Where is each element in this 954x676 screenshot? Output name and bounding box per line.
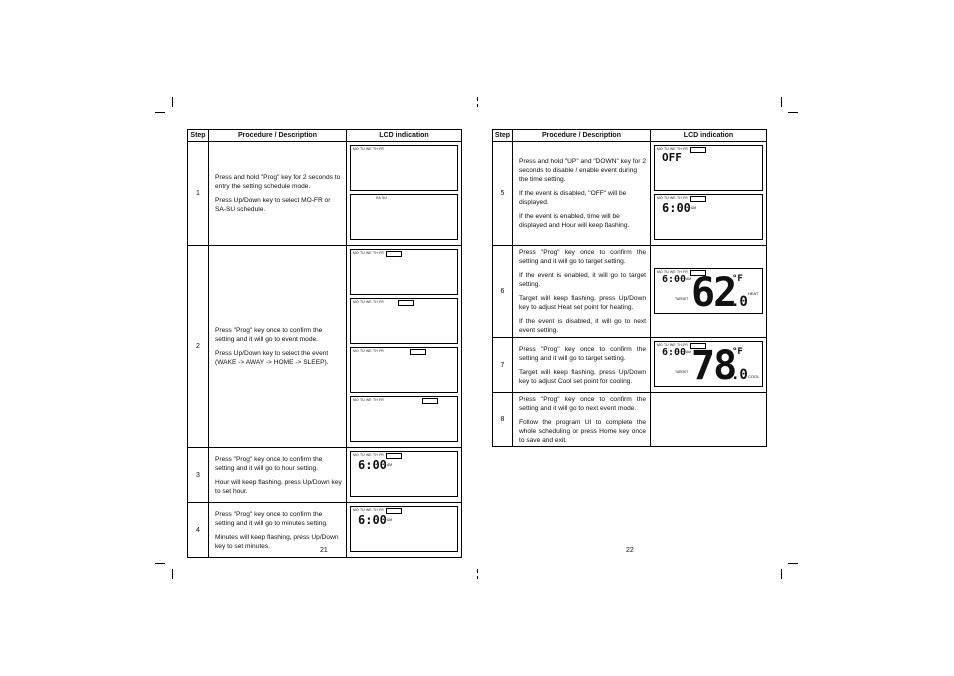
event-indicator bbox=[386, 453, 402, 459]
table-header-row bbox=[493, 130, 767, 142]
step-number: 5 bbox=[493, 142, 513, 246]
lcd-display bbox=[350, 347, 458, 393]
description-line: Target will keep flashing, press Up/Down key to adjust Cool set point for cooling. bbox=[519, 368, 646, 385]
description-line: If the event is disabled, it will go to next event setting. bbox=[519, 318, 646, 334]
lcd-temperature-decimal: .0 bbox=[731, 367, 748, 383]
lcd-degree-unit: °F bbox=[732, 273, 743, 284]
crop-mark bbox=[788, 563, 798, 564]
lcd-time: 6:00 bbox=[358, 458, 387, 472]
description-line: Press "Prog" key once to confirm the setting and it will go to target setting. bbox=[519, 249, 646, 265]
page-number: 22 bbox=[626, 547, 634, 554]
lcd-indication bbox=[651, 142, 767, 246]
lcd-indication bbox=[651, 246, 767, 338]
lcd-days: MO TU WE TH FR bbox=[353, 251, 384, 255]
description-line: Follow the program UI to complete the whole scheduling or press Home key once to save and exit. bbox=[519, 418, 646, 444]
description-line: Press "Prog" key once to confirm the setting and it will go to target setting. bbox=[519, 345, 646, 362]
lcd-am: AM bbox=[686, 350, 692, 354]
step-number: 1 bbox=[188, 142, 209, 246]
lcd-days: MO TU WE TH FR bbox=[353, 453, 384, 457]
lcd-time: 6:00 bbox=[662, 201, 691, 215]
step-number: 8 bbox=[493, 393, 513, 447]
lcd-mode: HEAT bbox=[748, 290, 759, 296]
lcd-display bbox=[350, 145, 458, 191]
event-indicator bbox=[386, 251, 402, 257]
lcd-time: 6:00 bbox=[662, 347, 687, 358]
crop-mark bbox=[781, 569, 782, 579]
table-row bbox=[188, 142, 462, 246]
lcd-indication bbox=[347, 503, 462, 558]
lcd-time: 6:00 bbox=[662, 273, 687, 285]
lcd-display bbox=[350, 396, 458, 442]
lcd-display bbox=[654, 341, 763, 387]
description-line: Press Up/Down key to select the event (WAKE -> AWAY -> HOME -> SLEEP). bbox=[215, 350, 329, 366]
lcd-indication bbox=[651, 338, 767, 393]
step-description bbox=[513, 393, 651, 447]
table-header-row bbox=[188, 130, 462, 142]
crop-mark bbox=[477, 576, 478, 579]
page-number: 21 bbox=[320, 547, 328, 554]
table-row bbox=[493, 338, 767, 393]
lcd-display bbox=[654, 145, 763, 191]
crop-mark bbox=[477, 97, 478, 101]
lcd-degree-unit: °F bbox=[732, 347, 743, 357]
table-row bbox=[493, 393, 767, 447]
step-description bbox=[513, 142, 651, 246]
lcd-days: MO TU WE TH FR bbox=[657, 343, 688, 347]
step-description bbox=[209, 246, 347, 448]
crop-mark bbox=[781, 97, 782, 107]
description-line: Minutes will keep flashing, press Up/Down key to set minutes. bbox=[215, 533, 339, 550]
description-line: Target will keep flashing, press Up/Down key to adjust Heat set point for heating. bbox=[519, 295, 646, 311]
lcd-time: 6:00 bbox=[358, 513, 387, 527]
lcd-days: MO TU WE TH FR bbox=[353, 147, 384, 151]
lcd-days: MO TU WE TH FR bbox=[353, 398, 384, 402]
step-description bbox=[209, 142, 347, 246]
description-line: Press "Prog" key once to confirm the setting and it will go to minutes setting. bbox=[215, 510, 328, 527]
description-line: Hour will keep flashing, press Up/Down key to set hour. bbox=[215, 478, 342, 495]
description-line: Press and hold "UP" and "DOWN" key for 2 seconds to disable / enable event during the time setting. bbox=[519, 158, 647, 183]
description-line: Press Up/Down key to select MO-FR or SA-SU schedule. bbox=[215, 197, 331, 213]
crop-mark bbox=[172, 97, 173, 107]
crop-mark bbox=[477, 569, 478, 573]
lcd-off: OFF bbox=[662, 151, 682, 164]
lcd-header: LCD indication bbox=[651, 130, 767, 142]
crop-mark bbox=[172, 569, 173, 579]
event-indicator bbox=[690, 196, 706, 202]
lcd-days: MO TU WE TH FR bbox=[657, 147, 688, 151]
step-description bbox=[513, 246, 651, 338]
lcd-am: AM bbox=[387, 518, 393, 522]
step-header: Step bbox=[493, 130, 513, 142]
procedure-header: Procedure / Description bbox=[209, 130, 347, 142]
step-description bbox=[209, 448, 347, 503]
lcd-days: MO TU WE TH FR bbox=[657, 196, 688, 200]
step-number: 4 bbox=[188, 503, 209, 558]
lcd-header: LCD indication bbox=[347, 130, 462, 142]
lcd-target-label: TARGET bbox=[675, 370, 689, 374]
lcd-am: AM bbox=[387, 463, 393, 467]
lcd-indication bbox=[347, 246, 462, 448]
description-line: Press and hold "Prog" key for 2 seconds to entry the setting schedule mode. bbox=[215, 174, 341, 190]
step-description bbox=[513, 338, 651, 393]
crop-mark bbox=[155, 112, 165, 113]
step-number: 2 bbox=[188, 246, 209, 448]
lcd-indication bbox=[651, 393, 767, 447]
lcd-temperature: 62 bbox=[691, 269, 736, 316]
lcd-days: MO TU WE TH FR bbox=[657, 269, 688, 274]
lcd-temperature-decimal: .0 bbox=[731, 293, 748, 310]
description-line: If the event is enabled, it will go to target setting. bbox=[519, 272, 646, 288]
lcd-days: MO TU WE TH FR bbox=[353, 349, 384, 353]
description-line: If the event is disabled, "OFF" will be displayed. bbox=[519, 190, 627, 206]
table-row bbox=[493, 142, 767, 246]
event-indicator bbox=[690, 147, 706, 153]
event-indicator bbox=[422, 398, 438, 404]
crop-mark bbox=[155, 563, 165, 564]
event-indicator bbox=[398, 300, 414, 306]
event-indicator bbox=[386, 508, 402, 514]
description-line: Press "Prog" key once to confirm the setting and it will go to next event mode. bbox=[519, 395, 646, 412]
lcd-display bbox=[654, 268, 763, 314]
step-number: 6 bbox=[493, 246, 513, 338]
step-header: Step bbox=[188, 130, 209, 142]
lcd-days: MO TU WE TH FR bbox=[353, 508, 384, 512]
lcd-display bbox=[654, 194, 763, 240]
crop-mark bbox=[788, 112, 798, 113]
table-row bbox=[188, 448, 462, 503]
lcd-display bbox=[350, 451, 458, 497]
lcd-display bbox=[350, 249, 458, 295]
lcd-days: SA SU bbox=[376, 196, 387, 200]
lcd-indication bbox=[347, 142, 462, 246]
lcd-days: MO TU WE TH FR bbox=[353, 300, 384, 304]
description-line: Press "Prog" key once to confirm the setting and it will go to event mode. bbox=[215, 327, 323, 343]
event-indicator bbox=[410, 349, 426, 355]
right-steps-table bbox=[492, 129, 767, 447]
lcd-indication bbox=[347, 448, 462, 503]
step-number: 3 bbox=[188, 448, 209, 503]
lcd-mode: COOL bbox=[748, 374, 760, 379]
procedure-header: Procedure / Description bbox=[513, 130, 651, 142]
description-line: Press "Prog" key once to confirm the setting and it will go to hour setting. bbox=[215, 455, 323, 472]
lcd-target-label: TARGET bbox=[675, 296, 689, 301]
table-row bbox=[188, 246, 462, 448]
step-number: 7 bbox=[493, 338, 513, 393]
left-steps-table bbox=[187, 129, 462, 558]
lcd-display bbox=[350, 506, 458, 552]
lcd-display bbox=[350, 298, 458, 344]
lcd-display bbox=[350, 194, 458, 240]
lcd-temperature: 78 bbox=[691, 343, 736, 389]
lcd-am: AM bbox=[686, 276, 692, 281]
crop-mark bbox=[477, 104, 478, 107]
description-line: If the event is enabled, time will be displayed and Hour will keep flashing. bbox=[519, 213, 630, 229]
table-row bbox=[493, 246, 767, 338]
lcd-am: AM bbox=[691, 206, 697, 210]
